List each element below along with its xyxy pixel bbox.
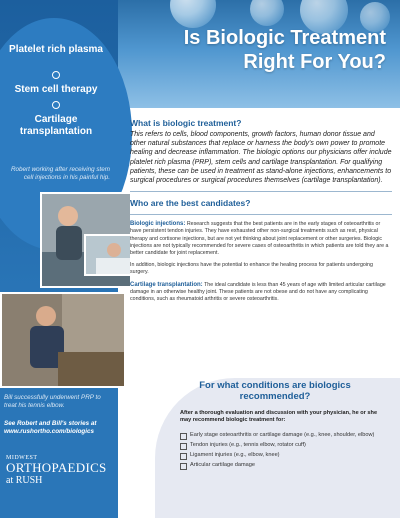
photo2-caption: Bill successfully underwent PRP to treat his tennis elbow. (4, 394, 101, 409)
photo-robert-2 (84, 234, 132, 276)
divider (130, 191, 392, 192)
checkbox-icon (180, 463, 187, 470)
condition-text: Articular cartilage damage (190, 462, 255, 468)
injections-paragraph (130, 221, 392, 257)
logo-line3: at RUSH (6, 475, 43, 486)
cell-image (250, 0, 284, 26)
conditions-list (180, 432, 390, 472)
cartilage-label: Cartilage transplantation: (130, 281, 203, 288)
photo-icon (86, 236, 130, 274)
page-title: Is Biologic Treatment Right For You? (183, 27, 386, 73)
what-is-text: This refers to cells, blood components, growth factors, human donor tissue and other natural substances that replace or harness the body's own power to promote healing and decrease inflammation. The biologic options our physicians offer include platelet rich plasma (PRP), stem cells and cartilage transplantation. For qualifying patients, these can be used in treatment as stand-alone injections, enhancements to surgical procedures or surgical procedures themselves (cartilage transplantation). (130, 131, 392, 185)
logo (6, 455, 116, 486)
list-item (180, 452, 390, 459)
cartilage-text: The ideal candidate is less than 45 years of age with limited articular cartilage damage in an otherwise healthy joint. These patients are not obese and do not have any complicating conditions, such as rheumatoid arthritis or severe osteoarthritis. (130, 281, 386, 303)
treatment-cartilage: Cartilage transplantation (19, 114, 93, 137)
list-item (180, 432, 390, 439)
condition-text: Tendon injuries (e.g., tennis elbow, rotator cuff) (190, 442, 306, 448)
bullet-ring-icon (52, 71, 60, 79)
conditions-lead: After a thorough evaluation and discussion with your physician, he or she may recommend biologic treatment for: (180, 410, 378, 424)
divider (130, 214, 392, 215)
list-item (180, 442, 390, 449)
injections-paragraph-2: In addition, biologic injections have the potential to enhance the healing process for patients undergoing surgery. (130, 262, 373, 276)
stories-link[interactable]: See Robert and Bill's stories at www.rushortho.com/biologics (4, 420, 97, 435)
condition-text: Ligament injuries (e.g., elbow, knee) (190, 452, 280, 458)
main-content (130, 118, 392, 308)
photo1-caption: Robert working after receiving stem cell injections in his painful hip. (10, 166, 110, 181)
photo-bill (0, 292, 126, 388)
logo-line2: ORTHOPAEDICS (6, 460, 107, 475)
checkbox-icon (180, 443, 187, 450)
conditions-heading: For what conditions are biologics recommended? (199, 380, 351, 402)
candidates-heading: Who are the best candidates? (130, 198, 251, 209)
injections-text: Research suggests that the best patients are in the early stages of osteoarthritis or have persistent tendon injuries. They have exhausted other non-surgical treatments such as rest, physical therapy and cortisone injections, but are not yet thinking about joint replacement or other surgeries. Biologic injections are not typically recommended for severe cases of osteoarthritis in which patients are told they are a better candidate for joint replacement. (130, 221, 389, 257)
list-item (180, 462, 390, 469)
logo-line1: MIDWEST (6, 455, 38, 461)
what-is-heading: What is biologic treatment? (130, 118, 242, 128)
person-photo-icon (2, 294, 124, 386)
cartilage-paragraph (130, 282, 392, 304)
checkbox-icon (180, 433, 187, 440)
injections-label: Biologic injections: (130, 221, 186, 228)
cell-image (170, 0, 216, 28)
treatment-stem-cell: Stem cell therapy (14, 84, 98, 95)
checkbox-icon (180, 453, 187, 460)
condition-text: Early stage osteoarthritis or cartilage damage (e.g., knee, shoulder, elbow) (190, 432, 375, 438)
bullet-ring-icon (52, 101, 60, 109)
treatment-prp: Platelet rich plasma (9, 44, 103, 55)
